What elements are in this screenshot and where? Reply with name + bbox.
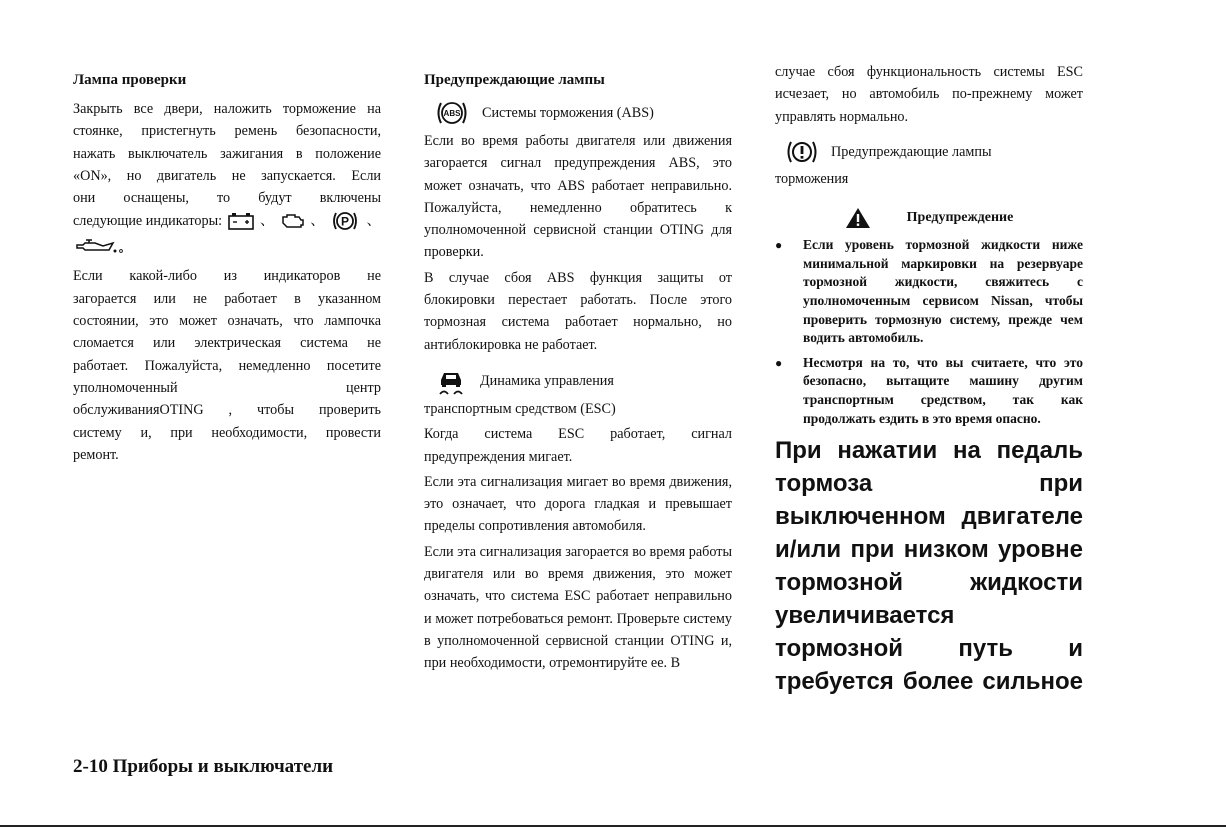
separator: 、: [260, 213, 275, 230]
text-line: стоянке, пристегнуть ремень безопасности,: [73, 123, 381, 140]
brake-warning-icon: [785, 138, 819, 166]
check-lamp-paragraph-1: [73, 98, 381, 209]
warning-bullet: ● Несмотря на то, что вы считаете, что это безопасно, вытащите машину другим транспортным средством, так как продолжать ездить в это время опасно.: [775, 354, 1083, 428]
esc-row: [434, 366, 732, 396]
column-1: [73, 62, 381, 469]
oil-pressure-icon: [73, 236, 125, 256]
abs-badge-text: ABS: [443, 109, 461, 118]
text-line: загорается или не работает в указанном: [73, 290, 381, 307]
text-line: и/или при низком уровне: [775, 536, 1083, 564]
column-2: [424, 62, 732, 678]
abs-label: Системы торможения (ABS): [482, 105, 654, 121]
text-line: сломается или электрическая система не: [73, 335, 381, 352]
text-line: работает. Пожалуйста, немедленно посетите: [73, 357, 381, 374]
brake-notice-large-text: [775, 434, 1083, 698]
text-line: уполномоченный центр: [73, 379, 381, 396]
text-line: систему и, при необходимости, провести: [73, 424, 381, 441]
text-line: увеличивается: [775, 602, 955, 630]
column-3: [775, 61, 1083, 698]
battery-icon: [227, 211, 255, 231]
indicator-list: [73, 209, 381, 233]
text-line: требуется более сильное: [775, 668, 1083, 696]
warning-header: [775, 206, 1083, 230]
abs-paragraph-1: Если во время работы двигателя или движения загорается сигнал предупреждения ABS, это может означать, что ABS работает неправильно. Пожалуйста, немедленно обратитесь к уполномоченной сервисной станции OTING для проверки.: [424, 133, 732, 261]
abs-paragraph-2: В случае сбоя ABS функция защиты от блокировки перестает работать. После этого тормозная система работает нормально, но антиблокировка не работает.: [424, 269, 732, 353]
text-line: ремонт.: [73, 446, 119, 463]
parking-brake-icon: [329, 209, 361, 233]
abs-row: [434, 98, 732, 128]
text-line: выключенном двигателе: [775, 503, 1083, 531]
text-line: обслуживанияOTING , чтобы проверить: [73, 402, 381, 419]
esc-label: Динамика управления: [480, 372, 614, 389]
check-lamp-paragraph-2: [73, 265, 381, 466]
engine-check-icon: [279, 211, 305, 231]
esc-paragraph-3-continuation: случае сбоя функциональность системы ESC исчезает, но автомобиль по-прежнему может управлять нормально.: [775, 64, 1083, 125]
separator: 、: [310, 213, 325, 230]
warning-triangle-icon: [845, 206, 871, 230]
text-line: «ON», но двигатель не запускается. Если: [73, 167, 381, 184]
text-line: При нажатии на педаль: [775, 437, 1083, 465]
warning-list: [775, 236, 1083, 428]
esc-paragraph-2: Если эта сигнализация мигает во время движения, это означает, что дорога гладкая и превышает пределы сопротивления автомобиля.: [424, 473, 732, 535]
warning-lamps-heading: Предупреждающие лампы: [424, 72, 605, 88]
warning-bullet: ● Если уровень тормозной жидкости ниже минимальной маркировки на резервуаре тормозной жидкости, свяжитесь с уполномоченным сервисом Nissan, чтобы проверить тормозную систему, прежде чем водить автомобиль.: [775, 236, 1083, 348]
esc-paragraph-1: Когда система ESC работает, сигнал предупреждения мигает.: [424, 426, 732, 465]
bottom-rule: [0, 825, 1226, 827]
svg-text:P: P: [341, 214, 350, 229]
text-line: тормоза при: [775, 470, 1083, 498]
brake-warning-label: Предупреждающие лампы: [831, 143, 992, 160]
indicators-lead: следующие индикаторы:: [73, 213, 223, 230]
brake-warning-label-continuation: торможения: [775, 170, 849, 187]
text-line: Если какой-либо из индикаторов не: [73, 268, 381, 285]
esc-paragraph-3: Если эта сигнализация загорается во время работы двигателя или во время движения, это может означать, что система ESC работает неправильно и может потребоваться ремонт. Проверьте систему в уполномоченной сервисной станции OTING и, при необходимости, отремонтируйте ее. В: [424, 543, 732, 672]
abs-warning-icon: [434, 98, 470, 128]
text-line: они оснащены, то будут включены: [73, 190, 381, 207]
text-line: Закрыть все двери, наложить торможение на: [73, 101, 381, 117]
warning-title: Предупреждение: [906, 210, 1014, 226]
text-line: нажать выключатель зажигания в положение: [73, 145, 381, 162]
oil-indicator-line: [73, 233, 381, 259]
page-footer: 2-10 Приборы и выключатели: [73, 756, 334, 777]
text-line: тормозной жидкости: [775, 569, 1083, 597]
check-lamp-heading: Лампа проверки: [73, 72, 187, 88]
separator: 、: [366, 213, 381, 230]
esc-skid-car-icon: [434, 366, 468, 396]
text-line: состоянии, это может означать, что лампочка: [73, 313, 381, 330]
brake-warning-row: [785, 138, 1083, 166]
text-line: тормозной путь и: [775, 635, 1083, 663]
esc-label-continuation: транспортным средством (ESC): [424, 400, 616, 417]
